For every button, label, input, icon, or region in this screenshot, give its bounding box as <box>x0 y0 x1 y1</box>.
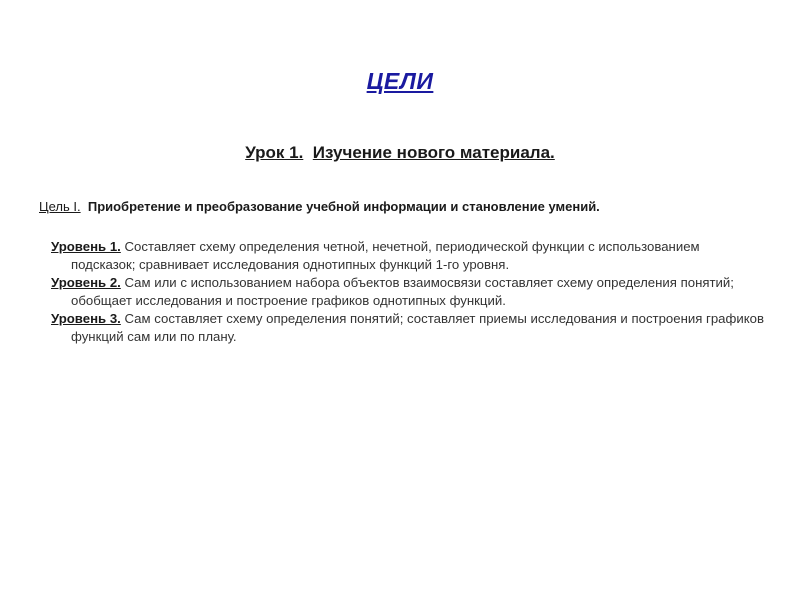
lesson-heading <box>0 143 800 163</box>
level-text: Сам или с использованием набора объектов взаимосвязи составляет схему определения понятий; обобщает исследования и построение графиков однотипных функций. <box>71 275 734 308</box>
level-text: Сам составляет схему определения понятий; составляет приемы исследования и построения графиков функций сам или по плану. <box>71 311 764 344</box>
level-item-2 <box>51 274 766 310</box>
lesson-topic: Изучение нового материала. <box>312 143 555 162</box>
level-item-3 <box>51 310 766 346</box>
level-label: Уровень 1. <box>51 239 121 254</box>
level-text: Составляет схему определения четной, нечетной, периодической функции с использованием подсказок; сравнивает исследования однотипных функций 1-го уровня. <box>71 239 700 272</box>
goal-line <box>39 199 779 214</box>
level-label: Уровень 3. <box>51 311 121 326</box>
level-label: Уровень 2. <box>51 275 121 290</box>
lesson-number: Урок 1. <box>245 143 304 162</box>
slide-title: ЦЕЛИ <box>366 68 434 94</box>
goal-label: Цель I. <box>39 199 81 214</box>
level-item-1 <box>51 238 766 274</box>
levels-list <box>51 238 766 346</box>
goal-text: Приобретение и преобразование учебной информации и становление умений. <box>87 199 600 214</box>
